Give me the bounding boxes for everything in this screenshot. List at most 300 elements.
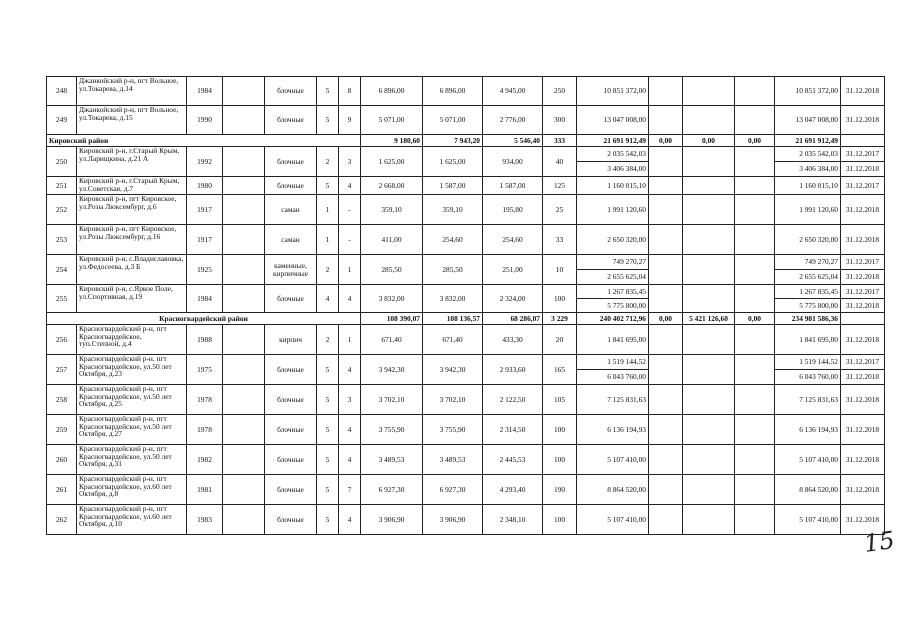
address-cell: Красногвардейский р-н, пгт Красногвардейское, ул.60 лет Октября, д.8	[77, 475, 187, 505]
year-cell: 1978	[187, 415, 223, 445]
address-cell: Кировский р-н, с.Яркое Поле, ул.Спортивная, д.19	[77, 285, 187, 313]
area-a-cell: 3 702,10	[423, 385, 483, 415]
area-a-cell: 5 071,00	[423, 106, 483, 135]
material-cell: каменные, кирпичные	[265, 255, 317, 285]
fund-2-cell	[683, 475, 735, 505]
floors-cell: 2	[317, 325, 339, 355]
table-row	[47, 195, 885, 225]
area-b-cell: 2 324,00	[483, 285, 543, 313]
blank-cell	[223, 475, 265, 505]
blank-cell	[223, 415, 265, 445]
area-a-cell: 254,60	[423, 225, 483, 255]
row-number: 258	[47, 385, 77, 415]
cost-cell: 10 851 372,00	[577, 77, 649, 106]
floors-cell: 5	[317, 505, 339, 535]
cost-cell: 3 406 384,00	[577, 162, 649, 177]
address-cell: Джанкойский р-н, пгт Вольное, ул.Токарева, д.14	[77, 77, 187, 106]
area-total-cell: 3 906,90	[361, 505, 423, 535]
district-name: Кировский район	[47, 135, 361, 147]
housing-program-table	[46, 76, 885, 535]
fund-3-cell	[735, 505, 775, 535]
fund-1-cell	[649, 355, 683, 385]
blank-cell	[223, 385, 265, 415]
entrances-cell: 8	[339, 77, 361, 106]
entrances-cell: 4	[339, 177, 361, 195]
table-row	[47, 106, 885, 135]
address-cell: Красногвардейский р-н, пгт Красногвардейское, ул.60 лет Октября, д.10	[77, 505, 187, 535]
district-fund-1: 0,00	[649, 135, 683, 147]
fund-1-cell	[649, 225, 683, 255]
fund-regional-cell: 7 125 831,63	[775, 385, 841, 415]
entrances-cell: 3	[339, 385, 361, 415]
entrances-cell: 3	[339, 147, 361, 177]
address-cell: Красногвардейский р-н, пгт Красногвардейское, ул.50 лет Октября, д.23	[77, 355, 187, 385]
material-cell: блочные	[265, 147, 317, 177]
district-area-total: 108 390,07	[361, 313, 423, 325]
area-a-cell: 3 489,53	[423, 445, 483, 475]
people-cell: 250	[543, 77, 577, 106]
row-number: 256	[47, 325, 77, 355]
floors-cell: 1	[317, 195, 339, 225]
blank-cell	[223, 255, 265, 285]
people-cell: 165	[543, 355, 577, 385]
table-row	[47, 147, 885, 162]
material-cell: блочные	[265, 415, 317, 445]
fund-3-cell	[735, 325, 775, 355]
cost-cell: 7 125 831,63	[577, 385, 649, 415]
cost-cell: 8 864 520,00	[577, 475, 649, 505]
area-total-cell: 5 071,00	[361, 106, 423, 135]
page-number-mark: 15	[862, 526, 897, 558]
district-deadline	[841, 313, 885, 325]
fund-regional-cell: 2 650 320,00	[775, 225, 841, 255]
table-row	[47, 77, 885, 106]
fund-1-cell	[649, 475, 683, 505]
area-a-cell: 671,40	[423, 325, 483, 355]
area-b-cell: 2 314,50	[483, 415, 543, 445]
area-total-cell: 6 927,30	[361, 475, 423, 505]
fund-3-cell	[735, 385, 775, 415]
year-cell: 1992	[187, 147, 223, 177]
area-b-cell: 4 293,40	[483, 475, 543, 505]
fund-1-cell	[649, 106, 683, 135]
area-total-cell: 3 832,00	[361, 285, 423, 313]
fund-3-cell	[735, 177, 775, 195]
fund-1-cell	[649, 77, 683, 106]
blank-cell	[223, 325, 265, 355]
cost-cell: 1 519 144,52	[577, 355, 649, 370]
fund-3-cell	[735, 285, 775, 313]
fund-2-cell	[683, 106, 735, 135]
year-cell: 1981	[187, 475, 223, 505]
fund-regional-cell: 3 406 384,00	[775, 162, 841, 177]
entrances-cell: -	[339, 225, 361, 255]
floors-cell: 4	[317, 285, 339, 313]
people-cell: 100	[543, 505, 577, 535]
people-cell: 125	[543, 177, 577, 195]
entrances-cell: 4	[339, 505, 361, 535]
row-number: 251	[47, 177, 77, 195]
year-cell: 1980	[187, 177, 223, 195]
area-b-cell: 251,00	[483, 255, 543, 285]
fund-regional-cell: 1 160 015,10	[775, 177, 841, 195]
district-area-a: 108 136,57	[423, 313, 483, 325]
fund-regional-cell: 1 991 120,60	[775, 195, 841, 225]
material-cell: блочные	[265, 355, 317, 385]
deadline-cell: 31.12.2018	[841, 475, 885, 505]
row-number: 260	[47, 445, 77, 475]
entrances-cell: 4	[339, 285, 361, 313]
fund-3-cell	[735, 255, 775, 285]
entrances-cell: 7	[339, 475, 361, 505]
fund-regional-cell: 1 841 695,00	[775, 325, 841, 355]
address-cell: Красногвардейский р-н, пгт Красногвардейское, туп.Степной, д.4	[77, 325, 187, 355]
deadline-cell: 31.12.2018	[841, 270, 885, 285]
deadline-cell: 31.12.2017	[841, 285, 885, 299]
row-number: 255	[47, 285, 77, 313]
floors-cell: 5	[317, 355, 339, 385]
year-cell: 1988	[187, 325, 223, 355]
entrances-cell: 9	[339, 106, 361, 135]
area-a-cell: 285,50	[423, 255, 483, 285]
fund-regional-cell: 749 270,27	[775, 255, 841, 270]
row-number: 257	[47, 355, 77, 385]
area-total-cell: 411,00	[361, 225, 423, 255]
cost-cell: 6 136 194,93	[577, 415, 649, 445]
area-a-cell: 359,10	[423, 195, 483, 225]
area-a-cell: 6 896,00	[423, 77, 483, 106]
deadline-cell: 31.12.2017	[841, 177, 885, 195]
cost-cell: 2 035 542,03	[577, 147, 649, 162]
year-cell: 1982	[187, 445, 223, 475]
table-row	[47, 355, 885, 370]
floors-cell: 5	[317, 177, 339, 195]
deadline-cell: 31.12.2018	[841, 370, 885, 385]
district-area-b: 5 546,40	[483, 135, 543, 147]
area-a-cell: 1 587,00	[423, 177, 483, 195]
address-cell: Кировский р-н, с.Владиславовка, ул.Федосеева, д.3 Б	[77, 255, 187, 285]
row-number: 249	[47, 106, 77, 135]
district-cost: 21 691 912,49	[577, 135, 649, 147]
address-cell: Красногвардейский р-н, пгт Красногвардейское, ул.50 лет Октября, д.27	[77, 415, 187, 445]
deadline-cell: 31.12.2018	[841, 325, 885, 355]
district-fund-1: 0,00	[649, 313, 683, 325]
row-number: 259	[47, 415, 77, 445]
row-number: 250	[47, 147, 77, 177]
table-row	[47, 285, 885, 299]
district-area-b: 68 286,07	[483, 313, 543, 325]
fund-regional-cell: 6 136 194,93	[775, 415, 841, 445]
area-total-cell: 3 755,90	[361, 415, 423, 445]
table-body	[47, 77, 885, 535]
area-b-cell: 254,60	[483, 225, 543, 255]
row-number: 254	[47, 255, 77, 285]
fund-2-cell	[683, 505, 735, 535]
area-a-cell: 3 942,30	[423, 355, 483, 385]
fund-2-cell	[683, 195, 735, 225]
fund-regional-cell: 10 851 372,00	[775, 77, 841, 106]
floors-cell: 1	[317, 225, 339, 255]
blank-cell	[223, 225, 265, 255]
district-people: 333	[543, 135, 577, 147]
table-row	[47, 255, 885, 270]
cost-cell: 1 160 015,10	[577, 177, 649, 195]
entrances-cell: 1	[339, 325, 361, 355]
deadline-cell: 31.12.2017	[841, 255, 885, 270]
people-cell: 33	[543, 225, 577, 255]
fund-regional-cell: 5 107 410,00	[775, 445, 841, 475]
area-a-cell: 6 927,30	[423, 475, 483, 505]
people-cell: 105	[543, 385, 577, 415]
cost-cell: 5 107 410,00	[577, 505, 649, 535]
blank-cell	[223, 505, 265, 535]
district-area-a: 7 943,20	[423, 135, 483, 147]
row-number: 253	[47, 225, 77, 255]
table-row	[47, 445, 885, 475]
address-cell: Кировский р-н, г.Старый Крым, ул.Советская, д.7	[77, 177, 187, 195]
address-cell: Джанкойский р-н, пгт Вольное, ул.Токарева, д.15	[77, 106, 187, 135]
cost-cell: 13 047 008,00	[577, 106, 649, 135]
fund-3-cell	[735, 355, 775, 385]
fund-regional-cell: 6 043 760,00	[775, 370, 841, 385]
fund-regional-cell: 13 047 008,00	[775, 106, 841, 135]
fund-2-cell	[683, 177, 735, 195]
material-cell: блочные	[265, 505, 317, 535]
floors-cell: 5	[317, 475, 339, 505]
fund-3-cell	[735, 445, 775, 475]
entrances-cell: 1	[339, 255, 361, 285]
year-cell: 1990	[187, 106, 223, 135]
fund-3-cell	[735, 77, 775, 106]
row-number: 262	[47, 505, 77, 535]
district-fund-regional: 21 691 912,49	[775, 135, 841, 147]
district-fund-3: 0,00	[735, 135, 775, 147]
floors-cell: 5	[317, 415, 339, 445]
area-b-cell: 195,80	[483, 195, 543, 225]
cost-cell: 2 655 625,04	[577, 270, 649, 285]
year-cell: 1984	[187, 77, 223, 106]
material-cell: блочные	[265, 177, 317, 195]
fund-1-cell	[649, 195, 683, 225]
fund-2-cell	[683, 355, 735, 385]
address-cell: Кировский р-н, пгт Кировское, ул.Розы Люксембург, д.6	[77, 195, 187, 225]
blank-cell	[223, 77, 265, 106]
entrances-cell: 4	[339, 445, 361, 475]
fund-1-cell	[649, 255, 683, 285]
area-b-cell: 934,00	[483, 147, 543, 177]
deadline-cell: 31.12.2018	[841, 445, 885, 475]
material-cell: блочные	[265, 445, 317, 475]
district-subtotal-row	[47, 135, 885, 147]
material-cell: кирпич	[265, 325, 317, 355]
year-cell: 1984	[187, 285, 223, 313]
fund-3-cell	[735, 415, 775, 445]
area-total-cell: 6 896,00	[361, 77, 423, 106]
deadline-cell: 31.12.2018	[841, 415, 885, 445]
area-total-cell: 1 625,00	[361, 147, 423, 177]
district-subtotal-row	[47, 313, 885, 325]
deadline-cell: 31.12.2017	[841, 147, 885, 162]
fund-3-cell	[735, 225, 775, 255]
cost-cell: 1 991 120,60	[577, 195, 649, 225]
floors-cell: 2	[317, 255, 339, 285]
cost-cell: 749 270,27	[577, 255, 649, 270]
cost-cell: 5 775 800,00	[577, 299, 649, 313]
table-row	[47, 325, 885, 355]
fund-regional-cell: 2 035 542,03	[775, 147, 841, 162]
people-cell: 190	[543, 475, 577, 505]
fund-3-cell	[735, 195, 775, 225]
address-cell: Кировский р-н, г.Старый Крым, ул.Ларищкина, д.21 А	[77, 147, 187, 177]
deadline-cell: 31.12.2018	[841, 505, 885, 535]
people-cell: 20	[543, 325, 577, 355]
fund-1-cell	[649, 325, 683, 355]
district-fund-3: 0,00	[735, 313, 775, 325]
deadline-cell: 31.12.2017	[841, 355, 885, 370]
fund-regional-cell: 1 267 835,45	[775, 285, 841, 299]
year-cell: 1975	[187, 355, 223, 385]
deadline-cell: 31.12.2018	[841, 299, 885, 313]
fund-regional-cell: 5 775 800,00	[775, 299, 841, 313]
floors-cell: 5	[317, 445, 339, 475]
blank-cell	[223, 147, 265, 177]
fund-2-cell	[683, 77, 735, 106]
area-total-cell: 2 668,00	[361, 177, 423, 195]
district-name: Красногвардейский район	[47, 313, 361, 325]
blank-cell	[223, 445, 265, 475]
deadline-cell: 31.12.2018	[841, 162, 885, 177]
row-number: 248	[47, 77, 77, 106]
blank-cell	[223, 285, 265, 313]
fund-3-cell	[735, 475, 775, 505]
fund-1-cell	[649, 415, 683, 445]
year-cell: 1925	[187, 255, 223, 285]
fund-2-cell	[683, 147, 735, 177]
area-total-cell: 285,50	[361, 255, 423, 285]
material-cell: блочные	[265, 77, 317, 106]
area-b-cell: 433,30	[483, 325, 543, 355]
district-fund-regional: 234 981 586,36	[775, 313, 841, 325]
table-row	[47, 385, 885, 415]
deadline-cell: 31.12.2018	[841, 225, 885, 255]
people-cell: 10	[543, 255, 577, 285]
fund-3-cell	[735, 106, 775, 135]
entrances-cell: 4	[339, 415, 361, 445]
table-row	[47, 475, 885, 505]
area-b-cell: 2 776,00	[483, 106, 543, 135]
blank-cell	[223, 355, 265, 385]
district-fund-2: 0,00	[683, 135, 735, 147]
material-cell: блочные	[265, 285, 317, 313]
blank-cell	[223, 195, 265, 225]
blank-cell	[223, 106, 265, 135]
year-cell: 1983	[187, 505, 223, 535]
entrances-cell: -	[339, 195, 361, 225]
fund-1-cell	[649, 445, 683, 475]
year-cell: 1917	[187, 225, 223, 255]
blank-cell	[223, 177, 265, 195]
floors-cell: 5	[317, 385, 339, 415]
area-total-cell: 3 489,53	[361, 445, 423, 475]
material-cell: саман	[265, 195, 317, 225]
fund-1-cell	[649, 385, 683, 415]
area-a-cell: 3 832,00	[423, 285, 483, 313]
fund-regional-cell: 8 864 520,00	[775, 475, 841, 505]
cost-cell: 1 267 835,45	[577, 285, 649, 299]
year-cell: 1917	[187, 195, 223, 225]
district-people: 3 229	[543, 313, 577, 325]
area-a-cell: 3 755,90	[423, 415, 483, 445]
material-cell: блочные	[265, 106, 317, 135]
area-b-cell: 2 348,10	[483, 505, 543, 535]
fund-2-cell	[683, 255, 735, 285]
material-cell: саман	[265, 225, 317, 255]
address-cell: Кировский р-н, пгт Кировское, ул.Розы Люксембург, д.16	[77, 225, 187, 255]
fund-2-cell	[683, 285, 735, 313]
cost-cell: 6 043 760,00	[577, 370, 649, 385]
year-cell: 1978	[187, 385, 223, 415]
address-cell: Красногвардейский р-н, пгт Красногвардейское, ул.50 лет Октября, д.31	[77, 445, 187, 475]
people-cell: 25	[543, 195, 577, 225]
fund-regional-cell: 1 519 144,52	[775, 355, 841, 370]
deadline-cell: 31.12.2018	[841, 106, 885, 135]
area-total-cell: 671,40	[361, 325, 423, 355]
area-b-cell: 2 445,53	[483, 445, 543, 475]
table-row	[47, 415, 885, 445]
floors-cell: 5	[317, 106, 339, 135]
cost-cell: 2 650 320,00	[577, 225, 649, 255]
fund-2-cell	[683, 445, 735, 475]
deadline-cell: 31.12.2018	[841, 385, 885, 415]
table-row	[47, 505, 885, 535]
people-cell: 300	[543, 106, 577, 135]
area-b-cell: 2 122,50	[483, 385, 543, 415]
district-area-total: 9 180,60	[361, 135, 423, 147]
row-number: 252	[47, 195, 77, 225]
material-cell: блочные	[265, 475, 317, 505]
table-row	[47, 225, 885, 255]
area-b-cell: 4 945,00	[483, 77, 543, 106]
material-cell: блочные	[265, 385, 317, 415]
fund-1-cell	[649, 147, 683, 177]
table-row	[47, 177, 885, 195]
fund-2-cell	[683, 325, 735, 355]
district-deadline	[841, 135, 885, 147]
people-cell: 100	[543, 415, 577, 445]
people-cell: 100	[543, 285, 577, 313]
entrances-cell: 4	[339, 355, 361, 385]
fund-regional-cell: 2 655 625,04	[775, 270, 841, 285]
fund-1-cell	[649, 505, 683, 535]
cost-cell: 5 107 410,00	[577, 445, 649, 475]
people-cell: 100	[543, 445, 577, 475]
fund-regional-cell: 5 107 410,00	[775, 505, 841, 535]
area-b-cell: 2 933,60	[483, 355, 543, 385]
row-number: 261	[47, 475, 77, 505]
fund-1-cell	[649, 285, 683, 313]
area-a-cell: 3 906,90	[423, 505, 483, 535]
floors-cell: 2	[317, 147, 339, 177]
district-fund-2: 5 421 126,60	[683, 313, 735, 325]
district-cost: 240 402 712,96	[577, 313, 649, 325]
fund-2-cell	[683, 385, 735, 415]
fund-3-cell	[735, 147, 775, 177]
deadline-cell: 31.12.2018	[841, 77, 885, 106]
floors-cell: 5	[317, 77, 339, 106]
area-total-cell: 3 942,30	[361, 355, 423, 385]
address-cell: Красногвардейский р-н, пгт Красногвардейское, ул.50 лет Октября, д.25	[77, 385, 187, 415]
area-b-cell: 1 587,00	[483, 177, 543, 195]
